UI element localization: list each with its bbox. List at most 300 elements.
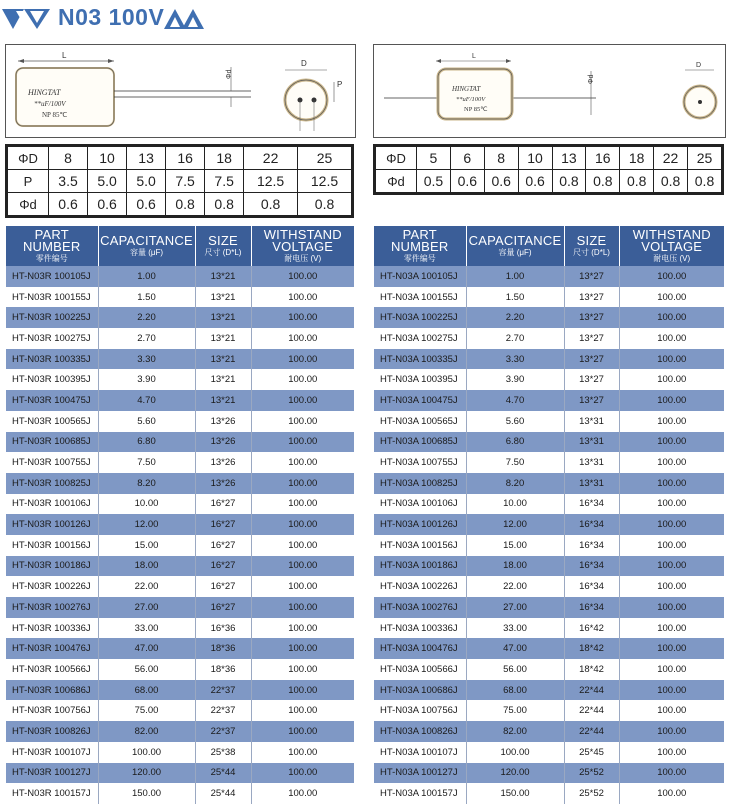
voltage-cell: 100.00 bbox=[251, 390, 354, 411]
capacitance-cell: 27.00 bbox=[98, 597, 195, 618]
capacitance-cell: 18.00 bbox=[98, 556, 195, 577]
dim-value: 10 bbox=[88, 147, 127, 170]
table-row bbox=[6, 597, 354, 618]
dim-value: 0.8 bbox=[654, 170, 688, 193]
dim-value: 0.6 bbox=[88, 193, 127, 216]
dim-value: 25 bbox=[298, 147, 352, 170]
table-row bbox=[374, 680, 724, 701]
capacitance-cell: 47.00 bbox=[466, 638, 564, 659]
table-row bbox=[374, 349, 724, 370]
size-cell: 25*38 bbox=[195, 742, 251, 763]
dim-label-D: D bbox=[696, 62, 702, 69]
dim-value: 13 bbox=[127, 147, 166, 170]
voltage-cell: 100.00 bbox=[619, 514, 724, 535]
part-number-cell: HT-N03A 100156J bbox=[374, 535, 466, 556]
voltage-cell: 100.00 bbox=[619, 494, 724, 515]
voltage-cell: 100.00 bbox=[251, 494, 354, 515]
part-number-cell: HT-N03R 100106J bbox=[6, 494, 98, 515]
capacitance-cell: 120.00 bbox=[466, 763, 564, 784]
voltage-cell: 100.00 bbox=[251, 411, 354, 432]
col-voltage: WITHSTAND VOLTAGE 耐电压 (V) bbox=[619, 226, 724, 266]
part-number-cell: HT-N03R 100686J bbox=[6, 680, 98, 701]
voltage-cell: 100.00 bbox=[619, 390, 724, 411]
capacitance-cell: 10.00 bbox=[466, 494, 564, 515]
dim-value: 0.6 bbox=[484, 170, 518, 193]
capacitance-cell: 100.00 bbox=[98, 742, 195, 763]
part-number-cell: HT-N03A 100106J bbox=[374, 494, 466, 515]
part-number-cell: HT-N03A 100395J bbox=[374, 369, 466, 390]
dim-row bbox=[376, 147, 722, 170]
voltage-cell: 100.00 bbox=[251, 266, 354, 287]
triangle-icon bbox=[2, 9, 52, 31]
size-cell: 13*21 bbox=[195, 307, 251, 328]
table-row bbox=[6, 390, 354, 411]
capacitance-cell: 18.00 bbox=[466, 556, 564, 577]
table-row bbox=[6, 638, 354, 659]
capacitance-cell: 4.70 bbox=[466, 390, 564, 411]
voltage-cell: 100.00 bbox=[251, 349, 354, 370]
voltage-cell: 100.00 bbox=[251, 287, 354, 308]
capacitance-cell: 10.00 bbox=[98, 494, 195, 515]
capacitance-cell: 33.00 bbox=[98, 618, 195, 639]
voltage-cell: 100.00 bbox=[251, 369, 354, 390]
table-row bbox=[6, 287, 354, 308]
part-number-cell: HT-N03R 100685J bbox=[6, 432, 98, 453]
size-cell: 13*21 bbox=[195, 287, 251, 308]
dim-symbol: Φd bbox=[8, 193, 49, 216]
dim-value: 0.8 bbox=[620, 170, 654, 193]
dim-row bbox=[8, 170, 352, 193]
voltage-cell: 100.00 bbox=[251, 721, 354, 742]
part-number-cell: HT-N03A 100335J bbox=[374, 349, 466, 370]
size-cell: 13*31 bbox=[564, 473, 619, 494]
table-row bbox=[374, 411, 724, 432]
dim-value: 8 bbox=[49, 147, 88, 170]
part-number-cell: HT-N03R 100275J bbox=[6, 328, 98, 349]
size-cell: 13*27 bbox=[564, 349, 619, 370]
voltage-cell: 100.00 bbox=[251, 535, 354, 556]
voltage-cell: 100.00 bbox=[251, 638, 354, 659]
voltage-cell: 100.00 bbox=[619, 742, 724, 763]
voltage-cell: 100.00 bbox=[251, 432, 354, 453]
voltage-cell: 100.00 bbox=[619, 328, 724, 349]
triangle-icon bbox=[164, 9, 206, 31]
size-cell: 13*21 bbox=[195, 328, 251, 349]
voltage-cell: 100.00 bbox=[619, 287, 724, 308]
table-row bbox=[6, 556, 354, 577]
size-cell: 25*52 bbox=[564, 763, 619, 784]
capacitance-cell: 4.70 bbox=[98, 390, 195, 411]
voltage-cell: 100.00 bbox=[619, 638, 724, 659]
part-number-cell: HT-N03A 100226J bbox=[374, 576, 466, 597]
size-cell: 22*37 bbox=[195, 700, 251, 721]
size-cell: 16*34 bbox=[564, 535, 619, 556]
table-row bbox=[6, 783, 354, 804]
size-cell: 16*27 bbox=[195, 535, 251, 556]
table-row bbox=[6, 432, 354, 453]
dim-symbol: P bbox=[8, 170, 49, 193]
table-row bbox=[6, 535, 354, 556]
voltage-cell: 100.00 bbox=[251, 618, 354, 639]
table-row bbox=[374, 700, 724, 721]
capacitance-cell: 1.00 bbox=[466, 266, 564, 287]
part-number-cell: HT-N03R 100395J bbox=[6, 369, 98, 390]
capacitance-cell: 7.50 bbox=[466, 452, 564, 473]
part-number-cell: HT-N03R 100566J bbox=[6, 659, 98, 680]
voltage-cell: 100.00 bbox=[251, 473, 354, 494]
col-size: SIZE 尺寸 (D*L) bbox=[195, 226, 251, 266]
capacitance-cell: 75.00 bbox=[98, 700, 195, 721]
capacitance-cell: 1.50 bbox=[98, 287, 195, 308]
size-cell: 13*26 bbox=[195, 432, 251, 453]
size-cell: 22*37 bbox=[195, 680, 251, 701]
size-cell: 13*21 bbox=[195, 266, 251, 287]
voltage-cell: 100.00 bbox=[619, 411, 724, 432]
dim-symbol: Φd bbox=[376, 170, 417, 193]
table-row bbox=[6, 618, 354, 639]
dim-row bbox=[8, 147, 352, 170]
part-number-cell: HT-N03R 100156J bbox=[6, 535, 98, 556]
voltage-cell: 100.00 bbox=[619, 721, 724, 742]
capacitance-cell: 68.00 bbox=[466, 680, 564, 701]
dim-value: 10 bbox=[518, 147, 552, 170]
dim-value: 12.5 bbox=[244, 170, 298, 193]
table-row bbox=[6, 307, 354, 328]
table-row bbox=[6, 473, 354, 494]
dim-value: 5.0 bbox=[127, 170, 166, 193]
dim-value: 0.6 bbox=[49, 193, 88, 216]
dim-value: 22 bbox=[654, 147, 688, 170]
part-number-cell: HT-N03A 100155J bbox=[374, 287, 466, 308]
col-part-number: PART NUMBER 零件编号 bbox=[374, 226, 466, 266]
col-capacitance: CAPACITANCE 容量 (μF) bbox=[466, 226, 564, 266]
table-row bbox=[374, 473, 724, 494]
dim-value: 16 bbox=[586, 147, 620, 170]
axial-parts-table bbox=[374, 226, 724, 804]
dim-value: 0.8 bbox=[244, 193, 298, 216]
dim-value: 13 bbox=[552, 147, 586, 170]
table-row bbox=[374, 452, 724, 473]
size-cell: 13*27 bbox=[564, 328, 619, 349]
table-row bbox=[6, 763, 354, 784]
voltage-cell: 100.00 bbox=[619, 783, 724, 804]
capacitance-cell: 22.00 bbox=[98, 576, 195, 597]
size-cell: 18*42 bbox=[564, 659, 619, 680]
part-number-cell: HT-N03R 100186J bbox=[6, 556, 98, 577]
capacitance-cell: 12.00 bbox=[466, 514, 564, 535]
part-number-cell: HT-N03A 100686J bbox=[374, 680, 466, 701]
table-row bbox=[6, 742, 354, 763]
capacitance-cell: 2.20 bbox=[466, 307, 564, 328]
capacitance-cell: 56.00 bbox=[98, 659, 195, 680]
dim-label-l: L bbox=[472, 53, 476, 60]
part-number-cell: HT-N03A 100826J bbox=[374, 721, 466, 742]
table-row bbox=[6, 452, 354, 473]
size-cell: 16*27 bbox=[195, 556, 251, 577]
capacitance-cell: 33.00 bbox=[466, 618, 564, 639]
part-number-cell: HT-N03A 100565J bbox=[374, 411, 466, 432]
capacitance-cell: 75.00 bbox=[466, 700, 564, 721]
table-row bbox=[374, 763, 724, 784]
voltage-cell: 100.00 bbox=[619, 618, 724, 639]
table-row bbox=[374, 307, 724, 328]
part-number-cell: HT-N03R 100276J bbox=[6, 597, 98, 618]
size-cell: 16*27 bbox=[195, 576, 251, 597]
size-cell: 13*27 bbox=[564, 307, 619, 328]
capacitance-cell: 3.30 bbox=[466, 349, 564, 370]
table-row bbox=[6, 721, 354, 742]
dim-value: 5.0 bbox=[88, 170, 127, 193]
table-row bbox=[374, 328, 724, 349]
voltage-cell: 100.00 bbox=[251, 556, 354, 577]
table-row bbox=[374, 369, 724, 390]
dim-value: 0.6 bbox=[450, 170, 484, 193]
capacitance-cell: 3.90 bbox=[466, 369, 564, 390]
size-cell: 16*42 bbox=[564, 618, 619, 639]
table-row bbox=[374, 514, 724, 535]
size-cell: 25*52 bbox=[564, 783, 619, 804]
voltage-cell: 100.00 bbox=[619, 763, 724, 784]
size-cell: 16*34 bbox=[564, 556, 619, 577]
table-row bbox=[374, 597, 724, 618]
page-header bbox=[0, 0, 730, 38]
voltage-cell: 100.00 bbox=[619, 432, 724, 453]
cap-temp: NP 85℃ bbox=[42, 111, 68, 119]
part-number-cell: HT-N03A 100127J bbox=[374, 763, 466, 784]
cap-brand: HINGTAT bbox=[28, 88, 61, 97]
size-cell: 16*27 bbox=[195, 597, 251, 618]
part-number-cell: HT-N03A 100126J bbox=[374, 514, 466, 535]
voltage-cell: 100.00 bbox=[619, 659, 724, 680]
size-cell: 13*27 bbox=[564, 369, 619, 390]
table-row bbox=[374, 432, 724, 453]
col-size: SIZE 尺寸 (D*L) bbox=[564, 226, 619, 266]
size-cell: 13*27 bbox=[564, 287, 619, 308]
dim-value: 18 bbox=[205, 147, 244, 170]
dim-value: 0.5 bbox=[417, 170, 451, 193]
table-row bbox=[374, 390, 724, 411]
size-cell: 16*36 bbox=[195, 618, 251, 639]
table-row bbox=[6, 680, 354, 701]
capacitance-cell: 68.00 bbox=[98, 680, 195, 701]
col-capacitance: CAPACITANCE 容量 (μF) bbox=[98, 226, 195, 266]
voltage-cell: 100.00 bbox=[619, 369, 724, 390]
size-cell: 13*26 bbox=[195, 411, 251, 432]
capacitance-cell: 82.00 bbox=[98, 721, 195, 742]
size-cell: 18*42 bbox=[564, 638, 619, 659]
voltage-cell: 100.00 bbox=[251, 452, 354, 473]
voltage-cell: 100.00 bbox=[251, 742, 354, 763]
size-cell: 25*45 bbox=[564, 742, 619, 763]
part-number-cell: HT-N03R 100105J bbox=[6, 266, 98, 287]
dim-value: 0.8 bbox=[205, 193, 244, 216]
part-number-cell: HT-N03R 100155J bbox=[6, 287, 98, 308]
part-number-cell: HT-N03R 100335J bbox=[6, 349, 98, 370]
size-cell: 13*31 bbox=[564, 452, 619, 473]
size-cell: 22*44 bbox=[564, 721, 619, 742]
part-number-cell: HT-N03R 100107J bbox=[6, 742, 98, 763]
col-voltage: WITHSTAND VOLTAGE 耐电压 (V) bbox=[251, 226, 354, 266]
part-number-cell: HT-N03A 100225J bbox=[374, 307, 466, 328]
size-cell: 18*36 bbox=[195, 638, 251, 659]
table-row bbox=[6, 266, 354, 287]
table-row bbox=[374, 535, 724, 556]
table-row bbox=[374, 742, 724, 763]
table-row bbox=[374, 638, 724, 659]
part-number-cell: HT-N03A 100755J bbox=[374, 452, 466, 473]
axial-dimensions-table bbox=[373, 144, 724, 195]
capacitance-cell: 12.00 bbox=[98, 514, 195, 535]
voltage-cell: 100.00 bbox=[251, 328, 354, 349]
dim-value: 0.8 bbox=[166, 193, 205, 216]
radial-capacitor-drawing bbox=[5, 44, 356, 138]
part-number-cell: HT-N03A 100566J bbox=[374, 659, 466, 680]
table-row bbox=[6, 494, 354, 515]
voltage-cell: 100.00 bbox=[251, 576, 354, 597]
size-cell: 16*34 bbox=[564, 597, 619, 618]
voltage-cell: 100.00 bbox=[619, 556, 724, 577]
voltage-cell: 100.00 bbox=[251, 597, 354, 618]
col-part-number: PART NUMBER 零件编号 bbox=[6, 226, 98, 266]
dim-value: 22 bbox=[244, 147, 298, 170]
voltage-cell: 100.00 bbox=[251, 700, 354, 721]
part-number-cell: HT-N03A 100336J bbox=[374, 618, 466, 639]
part-number-cell: HT-N03R 100126J bbox=[6, 514, 98, 535]
capacitance-cell: 2.70 bbox=[98, 328, 195, 349]
table-row bbox=[374, 556, 724, 577]
capacitance-cell: 1.50 bbox=[466, 287, 564, 308]
capacitance-cell: 100.00 bbox=[466, 742, 564, 763]
capacitance-cell: 47.00 bbox=[98, 638, 195, 659]
size-cell: 13*31 bbox=[564, 432, 619, 453]
voltage-cell: 100.00 bbox=[251, 514, 354, 535]
capacitance-cell: 5.60 bbox=[466, 411, 564, 432]
capacitance-cell: 7.50 bbox=[98, 452, 195, 473]
part-number-cell: HT-N03R 100565J bbox=[6, 411, 98, 432]
dim-value: 0.8 bbox=[586, 170, 620, 193]
voltage-cell: 100.00 bbox=[251, 680, 354, 701]
dim-value: 5 bbox=[417, 147, 451, 170]
dim-value: 7.5 bbox=[205, 170, 244, 193]
table-row bbox=[6, 700, 354, 721]
dim-row bbox=[376, 170, 722, 193]
dim-value: 0.6 bbox=[127, 193, 166, 216]
dim-label-d-lead: Φd bbox=[226, 69, 233, 79]
size-cell: 16*34 bbox=[564, 494, 619, 515]
dim-value: 3.5 bbox=[49, 170, 88, 193]
size-cell: 13*21 bbox=[195, 390, 251, 411]
capacitance-cell: 8.20 bbox=[466, 473, 564, 494]
cap-brand: HINGTAT bbox=[452, 85, 481, 93]
voltage-cell: 100.00 bbox=[619, 349, 724, 370]
dim-value: 0.8 bbox=[552, 170, 586, 193]
voltage-cell: 100.00 bbox=[619, 452, 724, 473]
size-cell: 13*31 bbox=[564, 411, 619, 432]
voltage-cell: 100.00 bbox=[251, 783, 354, 804]
table-row bbox=[6, 659, 354, 680]
capacitance-cell: 8.20 bbox=[98, 473, 195, 494]
table-row bbox=[374, 659, 724, 680]
table-row bbox=[374, 576, 724, 597]
voltage-cell: 100.00 bbox=[251, 307, 354, 328]
dim-label-P: P bbox=[337, 80, 343, 89]
dim-row bbox=[8, 193, 352, 216]
size-cell: 13*21 bbox=[195, 369, 251, 390]
part-number-cell: HT-N03A 100825J bbox=[374, 473, 466, 494]
size-cell: 16*27 bbox=[195, 514, 251, 535]
size-cell: 22*37 bbox=[195, 721, 251, 742]
table-row bbox=[374, 287, 724, 308]
capacitance-cell: 82.00 bbox=[466, 721, 564, 742]
part-number-cell: HT-N03A 100276J bbox=[374, 597, 466, 618]
size-cell: 22*44 bbox=[564, 700, 619, 721]
capacitance-cell: 150.00 bbox=[98, 783, 195, 804]
dim-value: 25 bbox=[688, 147, 722, 170]
dim-symbol: ΦD bbox=[376, 147, 417, 170]
dim-label-D: D bbox=[301, 59, 307, 68]
table-row bbox=[6, 328, 354, 349]
voltage-cell: 100.00 bbox=[619, 700, 724, 721]
table-row bbox=[6, 411, 354, 432]
voltage-cell: 100.00 bbox=[619, 535, 724, 556]
voltage-cell: 100.00 bbox=[619, 266, 724, 287]
part-number-cell: HT-N03R 100476J bbox=[6, 638, 98, 659]
capacitance-cell: 15.00 bbox=[466, 535, 564, 556]
capacitance-cell: 3.90 bbox=[98, 369, 195, 390]
table-row bbox=[374, 783, 724, 804]
axial-capacitor-drawing bbox=[373, 44, 726, 138]
capacitance-cell: 27.00 bbox=[466, 597, 564, 618]
capacitance-cell: 5.60 bbox=[98, 411, 195, 432]
table-row bbox=[374, 618, 724, 639]
cap-temp: NP 85℃ bbox=[464, 106, 488, 113]
part-number-cell: HT-N03A 100475J bbox=[374, 390, 466, 411]
part-number-cell: HT-N03R 100127J bbox=[6, 763, 98, 784]
capacitance-cell: 56.00 bbox=[466, 659, 564, 680]
table-row bbox=[6, 514, 354, 535]
dim-value: 0.8 bbox=[298, 193, 352, 216]
size-cell: 18*36 bbox=[195, 659, 251, 680]
voltage-cell: 100.00 bbox=[619, 473, 724, 494]
dim-value: 0.6 bbox=[518, 170, 552, 193]
part-number-cell: HT-N03A 100685J bbox=[374, 432, 466, 453]
size-cell: 13*27 bbox=[564, 390, 619, 411]
dim-value: 12.5 bbox=[298, 170, 352, 193]
table-row bbox=[374, 266, 724, 287]
capacitance-cell: 2.20 bbox=[98, 307, 195, 328]
voltage-cell: 100.00 bbox=[619, 680, 724, 701]
capacitance-cell: 3.30 bbox=[98, 349, 195, 370]
capacitance-cell: 22.00 bbox=[466, 576, 564, 597]
part-number-cell: HT-N03R 100826J bbox=[6, 721, 98, 742]
capacitance-cell: 6.80 bbox=[98, 432, 195, 453]
page-title: N03 100V bbox=[58, 4, 165, 30]
size-cell: 25*44 bbox=[195, 763, 251, 784]
voltage-cell: 100.00 bbox=[619, 307, 724, 328]
dim-value: 7.5 bbox=[166, 170, 205, 193]
dim-label-l: L bbox=[62, 51, 67, 60]
dim-value: 18 bbox=[620, 147, 654, 170]
radial-dimensions-table bbox=[5, 144, 354, 218]
table-row bbox=[374, 494, 724, 515]
capacitance-cell: 6.80 bbox=[466, 432, 564, 453]
size-cell: 13*21 bbox=[195, 349, 251, 370]
voltage-cell: 100.00 bbox=[619, 597, 724, 618]
part-number-cell: HT-N03R 100756J bbox=[6, 700, 98, 721]
part-number-cell: HT-N03A 100275J bbox=[374, 328, 466, 349]
table-row bbox=[6, 369, 354, 390]
dim-value: 8 bbox=[484, 147, 518, 170]
